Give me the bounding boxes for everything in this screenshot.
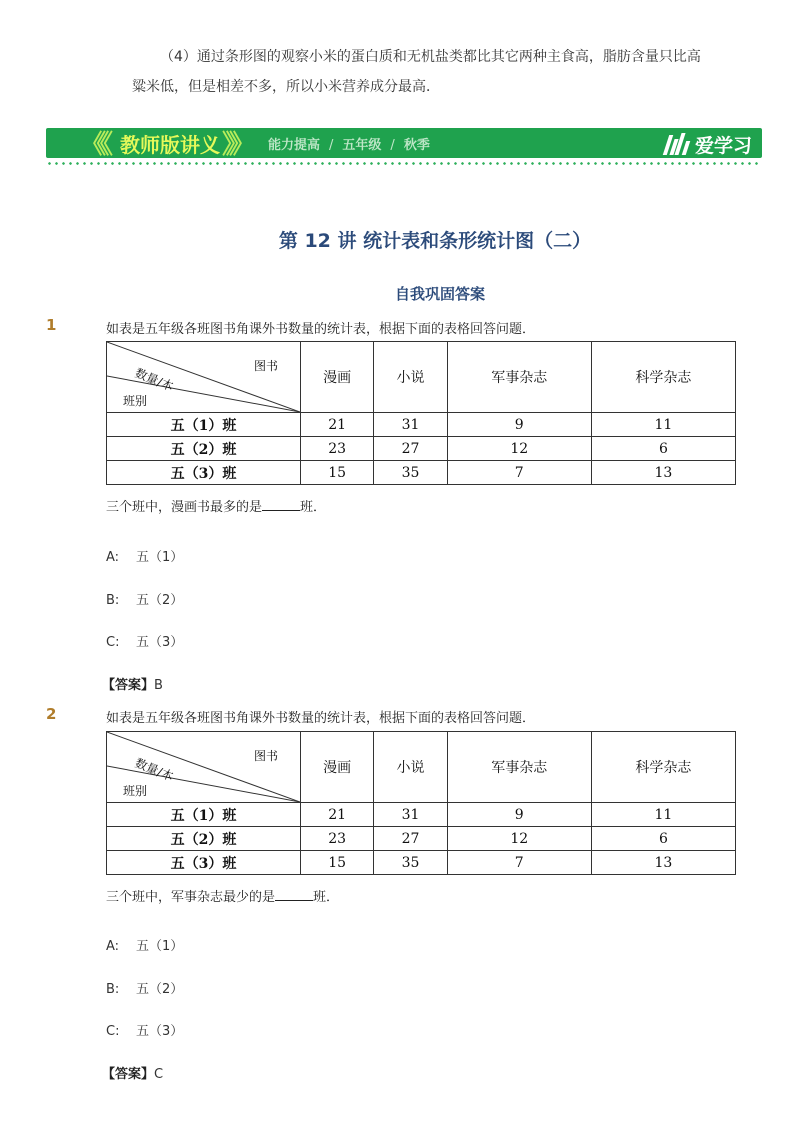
- option-key: C:: [106, 1024, 120, 1039]
- table-cell: 11: [591, 803, 735, 827]
- column-header: 小说: [374, 342, 447, 413]
- option-b[interactable]: [106, 589, 183, 608]
- option-text: 五（2）: [136, 593, 184, 608]
- intro-paragraph: [132, 42, 752, 102]
- chevron-right-icon: 》》: [222, 130, 250, 160]
- breadcrumb-separator: /: [390, 138, 395, 153]
- table-row: [107, 437, 736, 461]
- answer-line: [102, 674, 163, 693]
- option-b[interactable]: [106, 978, 183, 997]
- option-text: 五（1）: [136, 939, 184, 954]
- question-stem: [106, 496, 326, 515]
- option-text: 五（1）: [136, 550, 184, 565]
- table-cell: 9: [447, 413, 591, 437]
- banner-title: 教师版讲义: [120, 133, 220, 157]
- table-cell: 23: [301, 437, 374, 461]
- option-c[interactable]: [106, 631, 183, 650]
- corner-label-books: 图书: [253, 749, 278, 763]
- question-prompt: 如表是五年级各班图书角课外书数量的统计表，根据下面的表格回答问题．: [106, 322, 536, 337]
- breadcrumb-separator: /: [329, 138, 334, 153]
- table-row: [107, 413, 736, 437]
- table-cell: 9: [447, 803, 591, 827]
- stem-text-end: 班．: [313, 890, 340, 905]
- corner-label-class: 班别: [123, 394, 148, 408]
- table-cell: 13: [591, 461, 735, 485]
- banner-dotted-divider: [46, 162, 762, 165]
- table-row: [107, 803, 736, 827]
- table-corner-header: [107, 342, 301, 413]
- option-a[interactable]: [106, 546, 183, 565]
- table-cell: 7: [447, 851, 591, 875]
- table-cell: 15: [301, 851, 374, 875]
- answer-value: C: [154, 1067, 164, 1082]
- answer-label: 【答案】: [102, 1067, 155, 1082]
- column-header: 漫画: [301, 342, 374, 413]
- answer-line: [102, 1063, 163, 1082]
- statistics-table: [106, 341, 736, 485]
- corner-label-quantity: 数量/本: [133, 365, 176, 394]
- option-text: 五（2）: [136, 982, 184, 997]
- option-c[interactable]: [106, 1020, 183, 1039]
- stem-text-end: 班．: [300, 500, 327, 515]
- table-cell: 35: [374, 461, 447, 485]
- table-cell: 13: [591, 851, 735, 875]
- corner-label-quantity: 数量/本: [133, 755, 176, 784]
- brand-logo: [666, 131, 752, 157]
- logo-mark-icon: [666, 133, 690, 155]
- question-number: 2: [46, 705, 57, 723]
- table-cell: 35: [374, 851, 447, 875]
- table-row: [107, 827, 736, 851]
- intro-line-2: 粱米低，但是相差不多，所以小米营养成分最高．: [132, 79, 440, 95]
- table-cell: 11: [591, 413, 735, 437]
- question-stem: [106, 886, 339, 905]
- column-header: 科学杂志: [591, 342, 735, 413]
- option-key: A:: [106, 550, 120, 565]
- column-header: 科学杂志: [591, 732, 735, 803]
- row-label: 五（2）班: [107, 827, 301, 851]
- column-header: 军事杂志: [447, 342, 591, 413]
- statistics-table: [106, 731, 736, 875]
- table-cell: 23: [301, 827, 374, 851]
- breadcrumb-item: 五年级: [342, 138, 382, 153]
- table-cell: 7: [447, 461, 591, 485]
- option-key: B:: [106, 982, 120, 997]
- option-text: 五（3）: [136, 1024, 184, 1039]
- corner-label-books: 图书: [253, 359, 278, 373]
- chevron-left-icon: 《《: [80, 130, 108, 160]
- breadcrumb: [268, 137, 430, 155]
- lesson-title: 第 12 讲 统计表和条形统计图（二）: [278, 230, 592, 252]
- breadcrumb-item: 能力提高: [268, 138, 321, 153]
- question-prompt: 如表是五年级各班图书角课外书数量的统计表，根据下面的表格回答问题．: [106, 711, 536, 726]
- table-cell: 12: [447, 827, 591, 851]
- table-cell: 31: [374, 803, 447, 827]
- table-cell: 27: [374, 827, 447, 851]
- row-label: 五（2）班: [107, 437, 301, 461]
- table-cell: 6: [591, 437, 735, 461]
- answer-blank: [262, 498, 300, 511]
- intro-line-1: （4）通过条形图的观察小米的蛋白质和无机盐类都比其它两种主食高，脂肪含量只比高: [160, 49, 701, 65]
- answer-value: B: [154, 678, 163, 693]
- row-label: 五（3）班: [107, 461, 301, 485]
- row-label: 五（1）班: [107, 413, 301, 437]
- answer-label: 【答案】: [102, 678, 155, 693]
- corner-label-class: 班别: [123, 784, 148, 798]
- table-cell: 21: [301, 803, 374, 827]
- stem-text: 三个班中，军事杂志最少的是: [106, 890, 276, 905]
- option-text: 五（3）: [136, 635, 184, 650]
- option-key: B:: [106, 593, 120, 608]
- section-title: 自我巩固答案: [394, 285, 485, 303]
- option-a[interactable]: [106, 935, 183, 954]
- option-key: C:: [106, 635, 120, 650]
- row-label: 五（1）班: [107, 803, 301, 827]
- table-row: [107, 461, 736, 485]
- stem-text: 三个班中，漫画书最多的是: [106, 500, 263, 515]
- column-header: 军事杂志: [447, 732, 591, 803]
- option-key: A:: [106, 939, 120, 954]
- header-banner: [46, 126, 762, 160]
- breadcrumb-item: 秋季: [403, 138, 430, 153]
- table-cell: 27: [374, 437, 447, 461]
- row-label: 五（3）班: [107, 851, 301, 875]
- table-corner-header: [107, 732, 301, 803]
- table-cell: 15: [301, 461, 374, 485]
- banner-bar: [46, 128, 762, 158]
- table-row: [107, 851, 736, 875]
- table-cell: 31: [374, 413, 447, 437]
- column-header: 漫画: [301, 732, 374, 803]
- table-cell: 21: [301, 413, 374, 437]
- table-cell: 12: [447, 437, 591, 461]
- column-header: 小说: [374, 732, 447, 803]
- answer-blank: [275, 888, 313, 901]
- logo-text: 爱学习: [694, 134, 752, 157]
- question-number: 1: [46, 316, 57, 334]
- table-cell: 6: [591, 827, 735, 851]
